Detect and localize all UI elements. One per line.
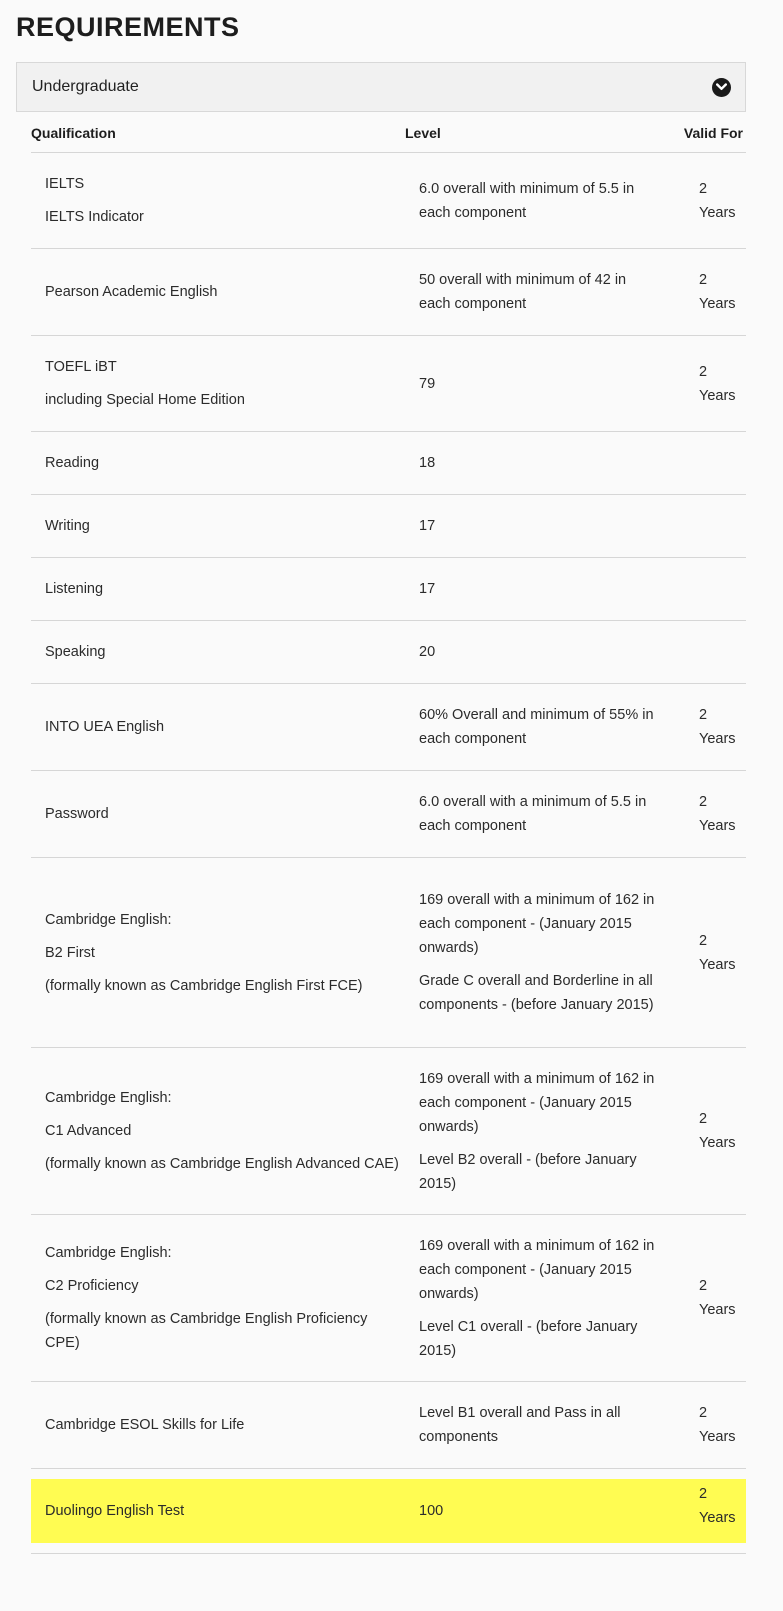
level-cell-text: 18	[419, 455, 436, 471]
valid-for-cell-text: Years	[699, 1135, 736, 1151]
valid-for-cell-text: Years	[699, 818, 736, 834]
qualification-cell-text: including Special Home Edition	[45, 392, 245, 408]
qualification-cell-text: C2 Proficiency	[45, 1278, 139, 1294]
qualification-cell	[31, 432, 405, 495]
table-row	[31, 771, 746, 858]
accordion-label: Undergraduate	[32, 78, 139, 95]
level-cell	[405, 432, 665, 495]
qualification-cell	[31, 771, 405, 858]
chevron-down-circle-icon[interactable]	[712, 78, 731, 97]
valid-for-cell-text: 2	[699, 707, 708, 723]
qualification-cell	[31, 1048, 405, 1215]
level-cell	[405, 558, 665, 621]
valid-for-cell	[665, 1382, 746, 1469]
level-cell-text: 169 overall with a minimum of 162 in each component - (January 2015 onwards)	[419, 1070, 655, 1135]
qualification-cell-text: Cambridge ESOL Skills for Life	[45, 1417, 245, 1433]
table-header-row	[31, 112, 746, 153]
valid-for-cell-text: Years	[699, 387, 736, 404]
level-cell-text: 169 overall with a minimum of 162 in each component - (January 2015 onwards)	[419, 892, 655, 956]
valid-for-cell	[665, 1469, 746, 1554]
valid-for-cell-text: 2	[699, 1278, 708, 1294]
valid-for-cell	[665, 153, 746, 249]
qualification-cell-text: (formally known as Cambridge English First FCE)	[45, 977, 363, 994]
level-cell-text: 6.0 overall with a minimum of 5.5 in each component	[419, 794, 647, 834]
level-cell	[405, 684, 665, 771]
level-cell-text: Grade C overall and Borderline in all components - (before January 2015)	[419, 973, 654, 1013]
table-row	[31, 1382, 746, 1469]
qualification-cell-text: Cambridge English:	[45, 1245, 172, 1261]
qualification-cell-text: Speaking	[45, 644, 106, 660]
table-row	[31, 336, 746, 432]
header-qualification: Qualification	[31, 112, 405, 153]
valid-for-cell-text: 2	[699, 1111, 708, 1127]
qualification-cell-text: INTO UEA English	[45, 719, 165, 735]
valid-for-cell	[665, 432, 746, 495]
table-row	[31, 1215, 746, 1382]
valid-for-cell	[665, 1215, 746, 1382]
qualification-cell-text: (formally known as Cambridge English Proficiency CPE)	[45, 1311, 368, 1351]
page-title: REQUIREMENTS	[16, 12, 240, 42]
table-row	[31, 432, 746, 495]
qualification-cell-text: Password	[45, 806, 109, 822]
level-cell-text: Level C1 overall - (before January 2015)	[419, 1318, 638, 1359]
header-level: Level	[405, 112, 665, 153]
undergraduate-accordion[interactable]	[16, 62, 746, 112]
qualification-cell	[31, 495, 405, 558]
valid-for-cell	[665, 1048, 746, 1215]
table-row	[31, 495, 746, 558]
qualification-cell	[31, 1215, 405, 1382]
level-cell	[405, 495, 665, 558]
valid-for-cell	[665, 336, 746, 432]
qualification-cell-text: IELTS	[45, 176, 85, 192]
level-cell	[405, 1215, 665, 1382]
table-row	[31, 558, 746, 621]
valid-for-cell	[665, 495, 746, 558]
level-cell	[405, 1382, 665, 1469]
valid-for-cell	[665, 771, 746, 858]
level-cell-text: Level B1 overall and Pass in all components	[419, 1405, 621, 1445]
qualification-cell	[31, 1469, 405, 1554]
valid-for-cell	[665, 858, 746, 1048]
qualification-cell	[31, 684, 405, 771]
valid-for-cell-text: 2	[699, 932, 708, 949]
table-row	[31, 684, 746, 771]
qualification-cell	[31, 153, 405, 249]
qualification-cell	[31, 336, 405, 432]
valid-for-cell-text: 2	[699, 1405, 708, 1421]
qualification-cell-text: Pearson Academic English	[45, 284, 218, 300]
qualification-cell	[31, 1382, 405, 1469]
level-cell	[405, 621, 665, 684]
qualification-cell-text: B2 First	[45, 944, 95, 961]
qualification-cell-text: Reading	[45, 455, 100, 471]
qualification-cell-text: C1 Advanced	[45, 1123, 132, 1139]
valid-for-cell-text: 2	[699, 794, 708, 810]
valid-for-cell-text: 2	[699, 363, 708, 380]
qualification-cell-text: Listening	[45, 581, 104, 597]
level-cell-text: 20	[419, 644, 436, 660]
valid-for-cell-text: 2	[699, 180, 708, 197]
valid-for-cell-text: 2	[699, 1486, 708, 1502]
valid-for-cell	[665, 684, 746, 771]
valid-for-cell	[665, 621, 746, 684]
level-cell-text: 60% Overall and minimum of 55% in each component	[419, 707, 654, 747]
qualification-cell-text: TOEFL iBT	[45, 359, 117, 375]
level-cell-text: 6.0 overall with minimum of 5.5 in each component	[419, 180, 635, 221]
level-cell	[405, 858, 665, 1048]
valid-for-cell	[665, 558, 746, 621]
table-row	[31, 1469, 746, 1554]
qualification-cell	[31, 858, 405, 1048]
valid-for-cell-text: Years	[699, 296, 736, 312]
qualification-cell-text: Cambridge English:	[45, 1090, 172, 1106]
table-row	[31, 249, 746, 336]
qualification-cell-text: Writing	[45, 518, 90, 534]
table-body	[31, 153, 746, 1554]
level-cell	[405, 1048, 665, 1215]
level-cell-text: 17	[419, 581, 436, 597]
level-cell	[405, 1469, 665, 1554]
table-row	[31, 1048, 746, 1215]
valid-for-cell-text: Years	[699, 731, 736, 747]
qualification-cell-text: Cambridge English:	[45, 911, 172, 928]
qualification-cell-text: IELTS Indicator	[45, 209, 144, 225]
level-cell	[405, 336, 665, 432]
table-row	[31, 621, 746, 684]
level-cell-text: 169 overall with a minimum of 162 in each component - (January 2015 onwards)	[419, 1237, 655, 1302]
level-cell-text: 50 overall with minimum of 42 in each component	[419, 272, 627, 312]
level-cell	[405, 249, 665, 336]
level-cell-text: Level B2 overall - (before January 2015)	[419, 1151, 637, 1192]
level-cell	[405, 771, 665, 858]
level-cell-text: 79	[419, 375, 436, 392]
qualification-cell-text: Duolingo English Test	[45, 1503, 185, 1519]
chevron-down-icon	[716, 83, 727, 91]
table-row	[31, 153, 746, 249]
level-cell-text: 100	[419, 1503, 444, 1519]
requirements-table	[31, 112, 746, 1554]
valid-for-cell-text: Years	[699, 204, 736, 221]
valid-for-cell-text: 2	[699, 272, 708, 288]
qualification-cell	[31, 621, 405, 684]
valid-for-cell-text: Years	[699, 956, 736, 973]
level-cell	[405, 153, 665, 249]
qualification-cell	[31, 249, 405, 336]
qualification-cell-text: (formally known as Cambridge English Advanced CAE)	[45, 1156, 399, 1172]
qualification-cell	[31, 558, 405, 621]
valid-for-cell-text: Years	[699, 1302, 736, 1318]
table-row	[31, 858, 746, 1048]
valid-for-cell-text: Years	[699, 1510, 736, 1526]
valid-for-cell	[665, 249, 746, 336]
valid-for-cell-text: Years	[699, 1429, 736, 1445]
level-cell-text: 17	[419, 518, 436, 534]
header-valid-for: Valid For	[665, 112, 746, 153]
